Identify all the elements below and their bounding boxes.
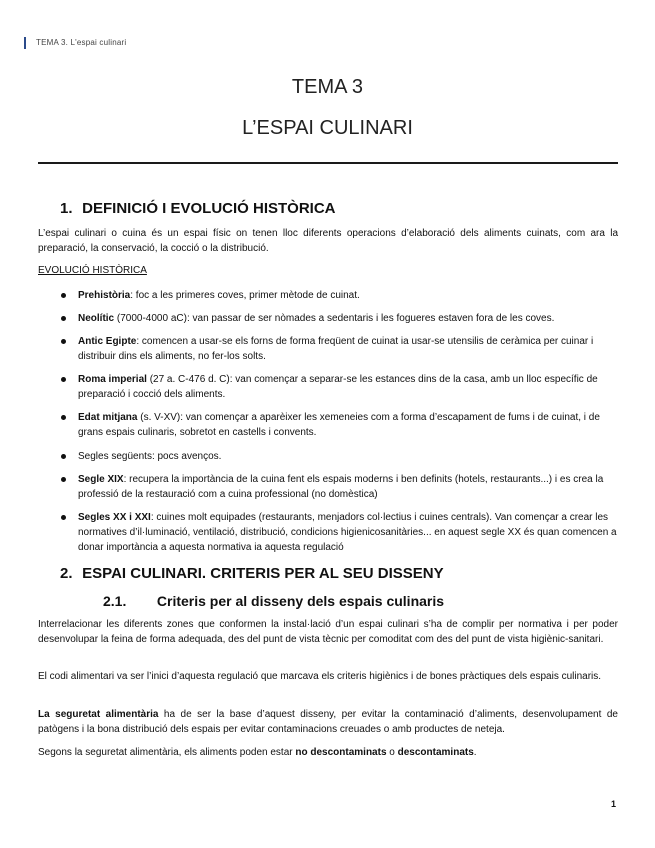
list-item: Segles següents: pocs avenços. bbox=[78, 449, 618, 464]
section2-paragraph-1: Interrelacionar les diferents zones que conformen la instal·lació d’un espai culinari s’ha de complir per normativa i per poder desenvolupar la feina de forma adequada, des del punt de vista tècnic per comoditat com des del punt de vista higiènic-sanitari. bbox=[38, 619, 618, 645]
page-number: 1 bbox=[611, 799, 617, 809]
list-item: Segle XIX: recupera la importància de la cuina fent els espais moderns i ben definits (hotels, restaurants...) i es crea la professió de la restauració com a cuina professional (no domèstica) bbox=[78, 472, 618, 502]
section2-paragraph-3: La seguretat alimentària ha de ser la base d’aquest disseny, per evitar la contaminació d’aliments, desenvolupament de patògens i la bona distribució dels espais per evitar contaminacions creuades o amb productes de neteja. bbox=[38, 709, 618, 735]
section1-heading bbox=[60, 200, 336, 217]
section2-paragraph-4: Segons la seguretat alimentària, els aliments poden estar no descontaminats o descontaminats. bbox=[38, 747, 477, 758]
history-subheading: EVOLUCIÓ HISTÒRICA bbox=[38, 265, 147, 276]
subsection-number: 2.1. bbox=[103, 593, 127, 609]
list-item: Prehistòria: foc a les primeres coves, primer mètode de cuinat. bbox=[78, 288, 618, 303]
section2-heading bbox=[60, 565, 444, 582]
list-item: Antic Egipte: comencen a usar-se els forns de forma freqüent de cuinat ia usar-se utensilis de ceràmica per cuinar i distribuir dins els aliments, no fer-los solts. bbox=[78, 334, 618, 364]
title-divider bbox=[38, 162, 618, 164]
document-title-line1: TEMA 3 bbox=[291, 76, 364, 98]
list-item: Edat mitjana (s. V-XV): van començar a aparèixer les xemeneies com a forma d’escapament de fums i de cuinat, i de grans espais culinaris, sobretot en castells i convents. bbox=[78, 410, 618, 440]
section2-paragraph-2: El codi alimentari va ser l’inici d’aquesta regulació que marcava els criteris higiènics i de bones pràctiques dels espais culinaris. bbox=[38, 671, 602, 682]
list-item: Neolític (7000-4000 aC): van passar de ser nòmades a sedentaris i les fogueres estaven fora de les coves. bbox=[78, 311, 618, 326]
running-header bbox=[24, 38, 126, 47]
section2-title: ESPAI CULINARI. CRITERIS PER AL SEU DISSENY bbox=[82, 565, 444, 582]
header-accent-bar bbox=[24, 37, 26, 49]
running-header-text: TEMA 3. L'espai culinari bbox=[36, 38, 127, 47]
section1-title: DEFINICIÓ I EVOLUCIÓ HISTÒRICA bbox=[82, 200, 336, 217]
list-item: Roma imperial (27 a. C-476 d. C): van començar a separar-se les estances dins de la casa, amb un lloc específic de preparació i cocció dels aliments. bbox=[78, 372, 618, 402]
list-item: Segles XX i XXI: cuines molt equipades (restaurants, menjadors col·lectius i cuines centrals). Van començar a crear les normatives d’il·luminació, ventilació, distribució, condicions higienicosanitàries... en aquest segle XX és quan comencen a donar importància a aquesta normativa ia aquesta regulació bbox=[78, 512, 617, 553]
subsection-title: Criteris per al disseny dels espais culinaris bbox=[156, 593, 445, 609]
subsection-heading bbox=[103, 593, 444, 609]
section1-number: 1. bbox=[60, 200, 73, 217]
section2-number: 2. bbox=[60, 565, 73, 582]
document-title-line2: L’ESPAI CULINARI bbox=[242, 117, 413, 139]
section1-intro: L’espai culinari o cuina és un espai físic on tenen lloc diferents operacions d’elaboració dels aliments cuinats, com ara la preparació, la conservació, la cocció o la distribució. bbox=[38, 228, 618, 254]
